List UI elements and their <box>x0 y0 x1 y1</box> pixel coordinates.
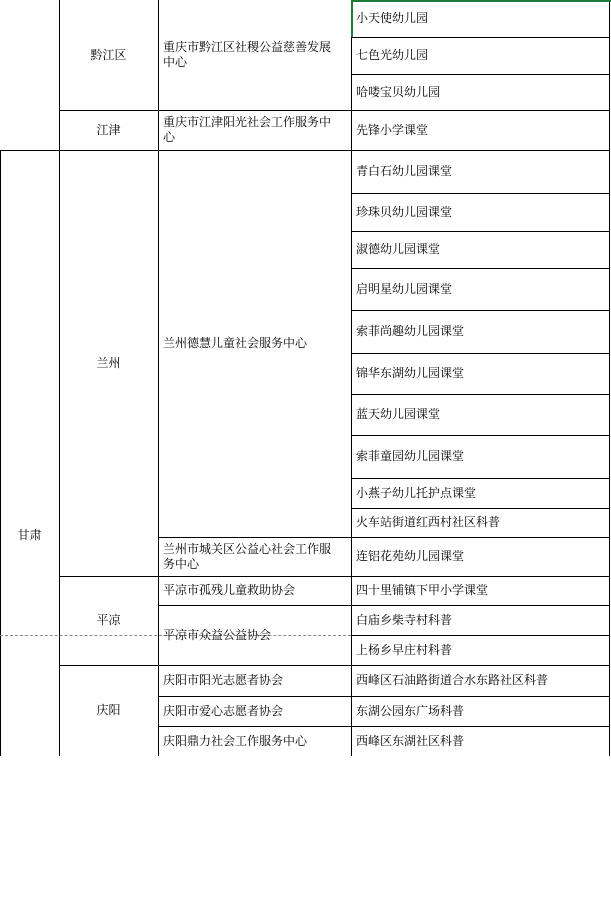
project-cell[interactable]: 七色光幼儿园 <box>356 48 429 62</box>
org-cell[interactable]: 重庆市黔江区社稷公益慈善发展 中心 <box>163 40 332 69</box>
project-cell[interactable]: 锦华东湖幼儿园课堂 <box>356 366 465 380</box>
project-cell[interactable]: 西峰区东湖社区科普 <box>356 733 465 748</box>
project-cell[interactable]: 四十里铺镇下甲小学课堂 <box>356 583 489 597</box>
grid-line <box>609 0 610 756</box>
org-cell[interactable]: 庆阳鼎力社会工作服务中心 <box>163 733 308 748</box>
city-cell-jiangjin[interactable]: 江津 <box>96 122 121 137</box>
project-cell[interactable]: 索菲童园幼儿园课堂 <box>356 449 465 463</box>
project-cell[interactable]: 上杨乡早庄村科普 <box>356 642 453 657</box>
org-cell[interactable]: 平凉市孤残儿童救助协会 <box>163 583 296 597</box>
project-cell[interactable]: 蓝天幼儿园课堂 <box>356 407 441 421</box>
org-cell[interactable]: 庆阳市阳光志愿者协会 <box>163 673 284 687</box>
project-cell[interactable]: 哈喽宝贝幼儿园 <box>356 84 441 99</box>
project-cell[interactable]: 淑德幼儿园课堂 <box>356 242 441 256</box>
project-cell[interactable]: 白庙乡柴寺村科普 <box>356 612 453 627</box>
city-cell-qingyang[interactable]: 庆阳 <box>96 703 121 717</box>
province-cell-gansu[interactable]: 甘肃 <box>17 527 42 542</box>
city-cell-qianjiang[interactable]: 黔江区 <box>90 47 127 62</box>
project-cell[interactable]: 青白石幼儿园课堂 <box>356 164 453 178</box>
project-cell[interactable]: 火车站街道红西村社区科普 <box>356 515 501 529</box>
project-cell[interactable]: 小燕子幼儿托护点课堂 <box>356 485 477 500</box>
city-cell-pingliang[interactable]: 平凉 <box>96 613 121 627</box>
org-cell[interactable]: 庆阳市爱心志愿者协会 <box>163 703 284 718</box>
org-cell[interactable]: 兰州德慧儿童社会服务中心 <box>163 336 308 350</box>
project-cell[interactable]: 西峰区石油路街道合水东路社区科普 <box>356 673 549 687</box>
project-cell[interactable]: 先锋小学课堂 <box>356 122 429 137</box>
org-cell[interactable]: 平凉市众益公益协会 <box>163 627 272 642</box>
project-cell[interactable]: 东湖公园东广场科普 <box>356 703 465 718</box>
project-cell[interactable]: 珍珠贝幼儿园课堂 <box>356 204 453 219</box>
org-cell[interactable]: 重庆市江津阳光社会工作服务中 心 <box>163 115 332 144</box>
project-cell[interactable]: 小天使幼儿园 <box>356 11 429 25</box>
org-cell[interactable]: 兰州市城关区公益心社会工作服 务中心 <box>163 541 332 571</box>
city-cell-lanzhou[interactable]: 兰州 <box>96 355 121 370</box>
project-cell[interactable]: 启明星幼儿园课堂 <box>356 281 453 296</box>
project-cell[interactable]: 连铝花苑幼儿园课堂 <box>356 549 465 563</box>
project-cell[interactable]: 索菲尚趣幼儿园课堂 <box>356 324 465 338</box>
